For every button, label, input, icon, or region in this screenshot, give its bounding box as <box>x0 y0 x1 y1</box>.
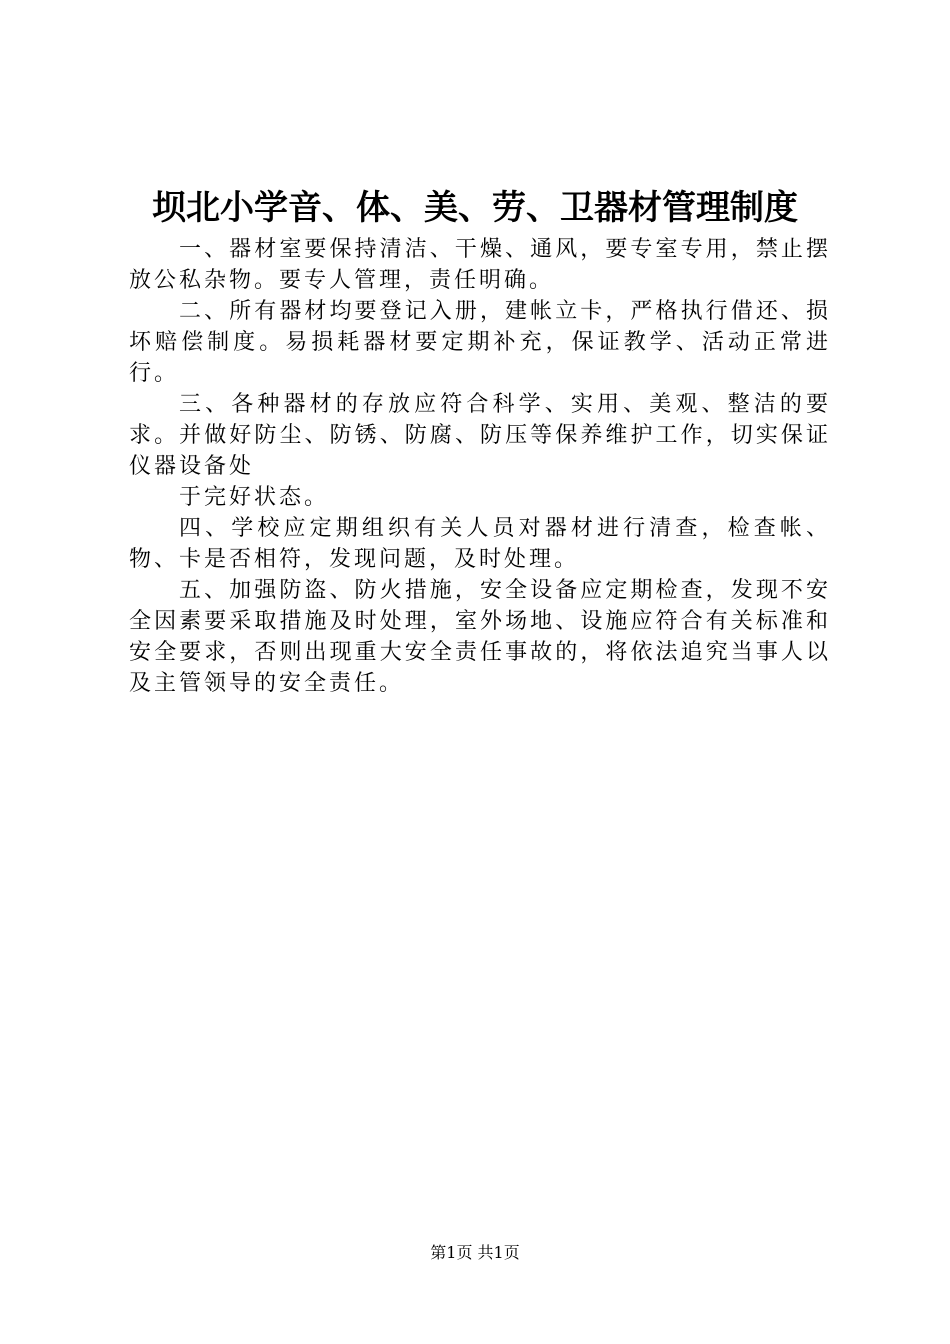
document-body <box>129 234 831 699</box>
paragraph-5: 五、加强防盗、防火措施，安全设备应定期检查，发现不安全因素要采取措施及时处理，室外场地、设施应符合有关标准和安全要求，否则出现重大安全责任事故的，将依法追究当事人以及主管领导的安全责任。 <box>129 578 831 696</box>
paragraph-4: 四、学校应定期组织有关人员对器材进行清查，检查帐、物、卡是否相符，发现问题，及时处理。 <box>129 516 831 572</box>
paragraph-3-continuation: 于完好状态。 <box>179 485 330 510</box>
document-title: 坝北小学音、体、美、劳、卫器材管理制度 <box>152 188 798 228</box>
paragraph-1: 一、器材室要保持清洁、干燥、通风，要专室专用，禁止摆放公私杂物。要专人管理，责任明确。 <box>129 237 831 293</box>
paragraph-3: 三、各种器材的存放应符合科学、实用、美观、整洁的要求。并做好防尘、防锈、防腐、防压等保养维护工作，切实保证仪器设备处 <box>129 392 831 479</box>
paragraph-2: 二、所有器材均要登记入册，建帐立卡，严格执行借还、损坏赔偿制度。易损耗器材要定期补充，保证教学、活动正常进行。 <box>129 299 831 386</box>
page-footer: 第1页 共1页 <box>430 1243 520 1262</box>
